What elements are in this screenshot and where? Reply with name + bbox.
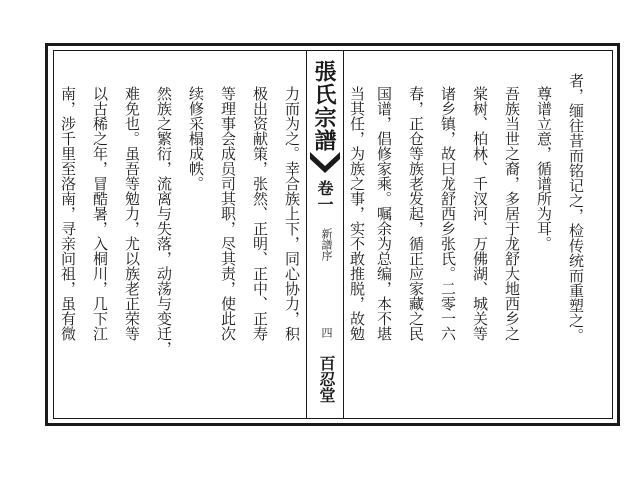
text-column: 然族之繁衍，流离与失落，动荡与变迁， xyxy=(155,86,173,356)
volume-label: 卷一 xyxy=(315,180,334,212)
text-column: 尊谱立意，循谱所为耳。 xyxy=(535,86,553,251)
text-column: 诸乡镇，故曰龙舒西乡张氏。二零一六 xyxy=(439,86,457,341)
text-column: 以古稀之年，冒酷暑，入桐川，几下江 xyxy=(91,86,109,341)
text-column: 当其任，为族之事，实不敢推脱，故勉 xyxy=(348,86,366,341)
text-column: 春，正仓等族老发起，循正应家藏之民 xyxy=(407,86,425,341)
text-column: 国谱，倡修家乘。嘱余为总编，本不堪 xyxy=(375,86,393,341)
page-number: 四 xyxy=(320,327,333,338)
text-column: 续修采榻成帙。 xyxy=(187,86,205,191)
section-name: 新譜序 xyxy=(320,228,333,261)
text-column: 南，涉千里至洛南，寻亲问祖，虽有微 xyxy=(59,86,77,341)
text-column: 者，缅往昔而铭记之，检传统而重塑之。 xyxy=(567,73,585,343)
hall-name: 百忍堂 xyxy=(317,355,336,403)
genealogy-title: 張氏宗譜 xyxy=(311,60,337,152)
text-column: 吾族当世之裔，多居于龙舒大地西乡之 xyxy=(503,86,521,341)
text-column: 极出资献策，张然、正明、正中、正寿 xyxy=(251,86,269,341)
text-column: 棠树、柏林、千汊河、万佛湖、城关等 xyxy=(471,86,489,341)
text-column: 力而为之。幸合族上下，同心协力，积 xyxy=(283,86,301,341)
text-column: 等理事会成员司其职，尽其责，使此次 xyxy=(219,86,237,341)
fishtail-mark-icon xyxy=(310,150,340,174)
text-column: 难免也。虽吾等勉力，尤以族老正荣等 xyxy=(123,86,141,341)
